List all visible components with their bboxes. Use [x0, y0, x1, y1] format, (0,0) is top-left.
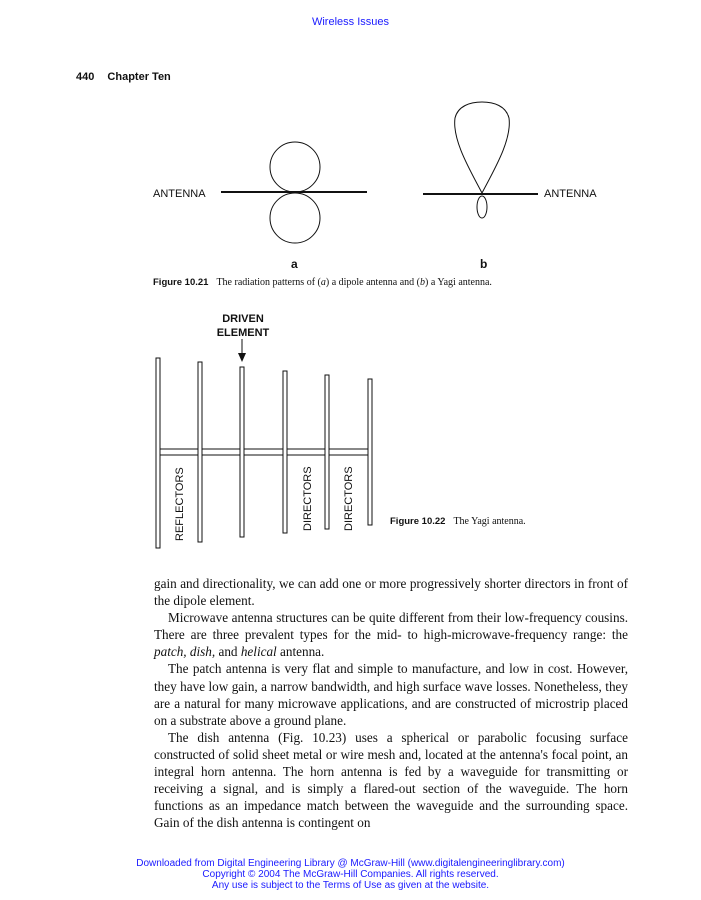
panel-label-a: a	[291, 257, 298, 271]
caption-text: ) a dipole antenna and (	[325, 277, 420, 288]
footer-copyright: Copyright © 2004 The McGraw-Hill Companies. All rights reserved.	[202, 869, 499, 880]
italic-term: helical	[240, 644, 277, 660]
director-element	[325, 375, 329, 529]
figure-number: Figure 10.21	[153, 277, 209, 288]
caption-italic-b: b	[420, 277, 425, 288]
yagi-boom	[158, 449, 370, 455]
paragraph	[154, 609, 628, 660]
directors-label: DIRECTORS	[302, 466, 314, 531]
directors-label: DIRECTORS	[343, 466, 355, 531]
paragraph-text: antenna.	[276, 644, 325, 660]
director-element	[283, 371, 287, 533]
paragraph: gain and directionality, we can add one or more progressively shorter directors in front of the dipole element.	[154, 576, 628, 609]
footer-download-link[interactable]: Downloaded from Digital Engineering Library @ McGraw-Hill (www.digitalengineeringlibrary.com)	[136, 858, 565, 869]
antenna-label-left: ANTENNA	[153, 188, 206, 200]
chapter-title: Chapter Ten	[107, 71, 171, 83]
caption-text: The Yagi antenna.	[453, 516, 526, 527]
page-number: 440	[76, 71, 95, 83]
caption-text: ) a Yagi antenna.	[425, 277, 492, 288]
running-title: Wireless Issues	[311, 16, 390, 28]
reflector-element	[198, 362, 202, 542]
paragraph: The dish antenna (Fig. 10.23) uses a spherical or parabolic focusing surface constructed of solid sheet metal or wire mesh and, located at the antenna's focal point, an integral horn antenna. The horn antenna is fed by a waveguide for transmitting or receiving a signal, and is simply a flared-out section of the waveguide. The horn functions as an impedance match between the waveguide and the surrounding space. Gain of the dish antenna is contingent on	[154, 729, 628, 831]
driven-element-label-2: ELEMENT	[216, 327, 270, 339]
driven-element-label-1: DRIVEN	[222, 313, 264, 325]
footer-terms: Any use is subject to the Terms of Use as given at the website.	[211, 880, 490, 891]
paragraph-text: and	[215, 644, 241, 660]
paragraph: The patch antenna is very flat and simple to manufacture, and low in cost. However, they have low gain, a narrow bandwidth, and high surface wave losses. Nonetheless, they are a natural for many microwave applications, and are constructed of microstrip placed on a substrate above a ground plane.	[154, 661, 628, 728]
antenna-label-right: ANTENNA	[544, 188, 597, 200]
reflector-element	[156, 358, 160, 548]
driven-element	[240, 367, 244, 537]
figure-number: Figure 10.22	[390, 516, 446, 527]
reflectors-label: REFLECTORS	[174, 467, 186, 541]
italic-term: patch, dish,	[154, 644, 216, 660]
arrow-head-icon	[238, 353, 246, 362]
figure-10-22-caption	[390, 516, 526, 527]
caption-italic-a: a	[320, 277, 326, 288]
caption-text: The radiation patterns of (	[216, 277, 321, 288]
panel-label-b: b	[480, 257, 488, 271]
director-element	[368, 379, 372, 525]
body-text	[154, 575, 628, 831]
footer	[0, 858, 701, 891]
paragraph-text: Microwave antenna structures can be quite different from their low-frequency cousins. There are three prevalent types for the mid- to high-microwave-frequency range: the	[154, 610, 628, 643]
